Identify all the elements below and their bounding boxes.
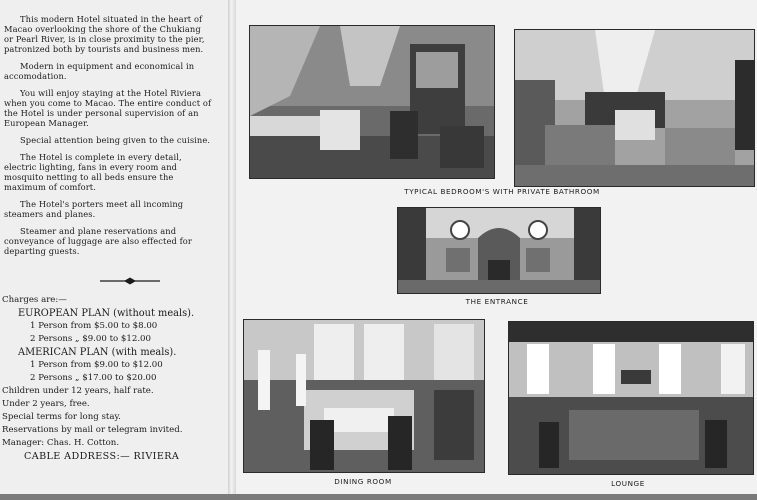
intro-text — [4, 14, 212, 263]
bedroom-photo-2 — [514, 29, 755, 187]
entrance-photo — [397, 207, 601, 294]
american-rate: 1 Person from $9.00 to $12.00 — [30, 360, 163, 370]
charges-heading: Charges are:— — [2, 295, 67, 305]
page-fold — [228, 0, 236, 500]
intro-paragraph: The Hotel is complete in every detail, electric lighting, fans in every room and mosquito netting to all beds ensure the maximum of comfort. — [4, 152, 182, 192]
dining-room-caption: DINING ROOM — [334, 477, 392, 486]
cable-address: CABLE ADDRESS:— RIVIERA — [24, 451, 180, 462]
european-rate: 2 Persons „ $9.00 to $12.00 — [30, 334, 151, 344]
charges-section — [2, 294, 222, 463]
intro-paragraph: Steamer and plane reservations and conveyance of luggage are also effected for departing guests. — [4, 226, 192, 256]
european-rate: 1 Person from $5.00 to $8.00 — [30, 321, 158, 331]
intro-paragraph: The Hotel's porters meet all incoming steamers and planes. — [4, 199, 184, 219]
intro-paragraph: Special attention being given to the cuisine. — [20, 135, 211, 145]
long-stay-note: Special terms for long stay. — [2, 412, 121, 422]
bedroom-caption: TYPICAL BEDROOM'S WITH PRIVATE BATHROOM — [404, 187, 600, 196]
lounge-photo — [508, 321, 754, 475]
bottom-edge — [0, 494, 757, 500]
european-plan-heading: EUROPEAN PLAN (without meals). — [18, 308, 195, 319]
dining-room-photo — [243, 319, 485, 473]
intro-paragraph: You will enjoy staying at the Hotel Riviera when you come to Macao. The entire conduct of the Hotel is under personal supervision of an European Manager. — [4, 88, 212, 128]
reservations-note: Reservations by mail or telegram invited. — [2, 425, 183, 435]
entrance-caption: THE ENTRANCE — [465, 297, 529, 306]
american-plan-heading: AMERICAN PLAN (with meals). — [18, 347, 177, 358]
bedroom-photo-1 — [249, 25, 495, 179]
intro-paragraph: This modern Hotel situated in the heart of Macao overlooking the shore of the Chukiang or Pearl River, is in close proximity to the pier, patronized both by tourists and business men. — [4, 14, 205, 54]
infant-rate: Under 2 years, free. — [2, 399, 90, 409]
intro-paragraph: Modern in equipment and economical in accomodation. — [4, 61, 195, 81]
manager-name: Manager: Chas. H. Cotton. — [2, 438, 120, 448]
divider-ornament — [98, 276, 162, 286]
children-rate: Children under 12 years, half rate. — [2, 386, 154, 396]
lounge-caption: LOUNGE — [611, 479, 645, 488]
american-rate: 2 Persons „ $17.00 to $20.00 — [30, 373, 157, 383]
